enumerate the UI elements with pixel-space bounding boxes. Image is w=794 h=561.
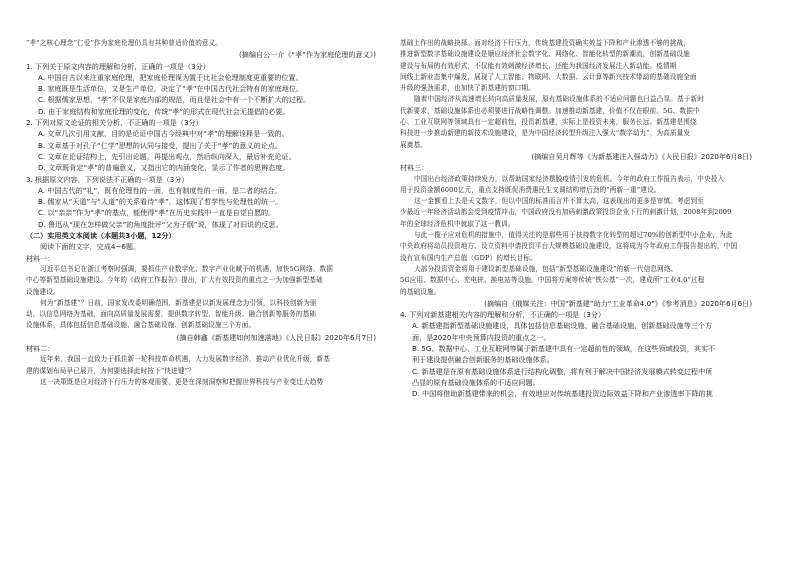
answer-option: D. 鲁迅从“现在怎样做父亲”的角度批评“父为子纲”说，体现了对旧说的反思。 bbox=[38, 219, 283, 229]
right-text-line: 用于投资金额6000亿元，重点支持既促消费惠民生又调结构增后劲的“两新一重”建设。 bbox=[400, 185, 661, 194]
answer-option: 面，是2020年中央预算内投资的重点之一。 bbox=[412, 332, 551, 342]
material-label: 材料二： bbox=[26, 344, 55, 354]
left-text-line: 这一决策既是应对经济下行压力的客观需要，更是在深刻洞察和把握世界科技与产业变迁大趋势 bbox=[40, 377, 324, 386]
answer-option: C. 根据儒家思想，“孝”不仅是家庭内部的规范，而且是社会中有一个不断扩大的过程。 bbox=[38, 95, 311, 105]
right-text-line: 基础上作出的战略抉择。面对经济下行压力，传统基建投资确实效益下降和产业渗透不够的挑战， bbox=[400, 39, 690, 47]
answer-option: A. 新基建指新型基础设施建设，具体包括信息基础设施、融合基础设施、创新基础设施等三个方 bbox=[412, 321, 713, 331]
answer-option: B. 儒家从“天道”与“人道”的关系看待“孝”，这体现了哲学性与伦理性的统一。 bbox=[38, 197, 283, 207]
source-citation: (摘自韩鑫《新基建如何加速落地》《人民日报》2020年6月7日) bbox=[176, 332, 376, 342]
answer-option: A. 文章几次引用文献，目的是论证中国古今经典中对“孝”的理解诠释是一致的。 bbox=[38, 129, 289, 139]
section-heading: （二）实用类文本阅读（本题共3小题，12分） bbox=[26, 231, 176, 241]
right-text-line: 年的全球经济危机中就取了这一教训。 bbox=[400, 219, 515, 228]
left-text-line: 近年来，我国一直致力于抓住新一轮科技革命机遇，大力发展数字经济，推动产业优化升级，新基 bbox=[40, 355, 330, 364]
left-text-line: “孝”之核心理念“仁爱”作为家庭伦理仍具有其种普适价值的意义。 bbox=[26, 39, 223, 47]
answer-option: D. 中国将借助新基建带来的机会，有效地应对传统基建投资边际效益下降和产业渗透率下降的挑 bbox=[412, 389, 713, 399]
left-text-line: 设施建设。 bbox=[26, 287, 60, 296]
right-text-line: 心、工业互联网等领域具有一定超前性，投资新基建，实际上是投资未来，服务长远。新基建是围绕 bbox=[400, 118, 697, 127]
left-column bbox=[26, 38, 396, 388]
right-text-line: 科技进一步推动新建的新技术设施建设，是为中国经济转型升级注入强大“数字动力”，为高质量发 bbox=[400, 129, 691, 138]
answer-option: B. 文章基于对孔子“仁学”思想的认同与接受，提出了关于“孝”的意义的论点。 bbox=[38, 140, 282, 150]
right-text-line: 少最近一年经济活动都会受到疫情冲击，中国政府没有加码刺激政策投资企业下行的刺激计划，2008年到2009 bbox=[400, 208, 732, 217]
source-citation: (摘编自公一介《“孝”作为家庭伦理的意义》) bbox=[238, 50, 376, 60]
right-text-line: 5G应用、数据中心、充电桩、换电站等设施。中国将方案等传统“铁公基”一次，建成所“工业4.0”过程 bbox=[400, 276, 705, 285]
right-text-line: 这一金额看上去是天文数字，但以中国的标准而言并不算太高，这表现出的更多是审慎。考虑到至 bbox=[414, 197, 704, 206]
right-text-line: 展奠基。 bbox=[400, 140, 427, 149]
answer-option: C. 文章在论证结构上，先引出论题，再提出观点，然后纵向深入，最后补充论证。 bbox=[38, 151, 296, 161]
answer-option: B. 家庭既是生活单位，又是生产单位，决定了“孝”在中国古代社会特有的家庭地位。 bbox=[38, 84, 304, 94]
left-text-line: 阅读下面的文字，完成4~6题。 bbox=[40, 242, 141, 252]
left-text-line: 中心等新型基础设施建设。今年的《政府工作报告》提出，扩大有效投资的重点之一为加强新型基础 bbox=[26, 276, 323, 285]
question-stem: 1. 下列关于原文内容的理解和分析，正确的一项是（3分） bbox=[26, 61, 210, 71]
answer-option: D. 文章既肯定“孝”的普遍意义，又指出它的内涵变化，显示了作者的思辨态度。 bbox=[38, 163, 290, 173]
question-stem: 4. 下列对新基建相关内容的理解和分析，不正确的一项是（3分） bbox=[400, 310, 606, 320]
left-text-line: 设施体系，具体包括信息基础设施、融合基础设施、创新基础设施三个方面。 bbox=[26, 321, 256, 330]
answer-option: D. 由于家庭结构和家庭伦理的变化，传统“孝”的形式在现代社会无提倡的必要。 bbox=[38, 106, 290, 116]
question-stem: 2. 下列对原文论证的相关分析，不正确的一项是（3分） bbox=[26, 118, 203, 128]
left-text-line: 何为“新基建”？日前，国家发改委明确范围，新基建是以新发展理念为引领，以科技创新为驱 bbox=[40, 298, 317, 307]
source-citation: (摘编自吴月辉等《为新基建注入强动力》《人民日报》2020年6月8日) bbox=[531, 151, 752, 161]
right-text-line: 随着中国经济从高速增长转向高质量发展，原有基础设施体系的不适应问题也日益凸显。基于新时 bbox=[414, 95, 704, 104]
right-text-line: 中央政府将动员投资地方、设立资料申请投资平台大规模基础设施建设，这将成为今年政府工作报告提出的，中国 bbox=[400, 242, 738, 251]
right-text-line: 中国出台经济政策持续发力，以帮助国家经济摆脱疫情引发的危机。今年的政府工作报告表示，中央投入 bbox=[414, 174, 725, 183]
answer-option: A. 中国自古以来注重家庭伦理，把家庭伦理视为置于比社会伦理制度更重要的位置。 bbox=[38, 72, 303, 82]
right-column bbox=[400, 38, 772, 400]
right-text-line: 没有宣布国内生产总值（GDP）的增长目标。 bbox=[400, 253, 537, 262]
right-text-line: 间线上新业态集中爆发，展现了人工智能、物联网、大数据、云计算等新兴技术带动的基础设施全面 bbox=[400, 72, 697, 81]
left-text-line: 动，以信息网络为基础，面向高质量发展需要，提供数字转型、智能升级、融合创新等服务的基础 bbox=[26, 310, 316, 319]
left-text-line: 习近平总书记在浙江考察时强调，要抓住产业数字化、数字产业化赋予的机遇，加快5G网络、数据 bbox=[40, 264, 333, 273]
right-text-line: 建设与布局的有效形式，不仅能有效刺激经济增长，还能为我国经济发展注入新动能。疫情期 bbox=[400, 61, 677, 70]
answer-option: B. 5G、数据中心、工业互联网等属于新基建中具有一定超前性的领域，在这些领域投资，其实不 bbox=[412, 344, 716, 354]
material-label: 材料一： bbox=[26, 253, 55, 263]
answer-option: 凸显的原有基础设施体系的不适应问题。 bbox=[412, 377, 540, 387]
question-stem: 3. 根据原文内容，下列说法不正确的一项是（3分） bbox=[26, 174, 189, 184]
right-text-line: 与此一揽子应对危机的措施中，值得关注的是那些用于扶持数字化转型的超过70%的创新型中小企业，为此 bbox=[414, 231, 733, 240]
answer-option: A. 中国古代的“礼”，既有伦理性的一面，也有制度性的一面，是二者的结合。 bbox=[38, 185, 282, 195]
right-text-line: 升级的强劲需求，也加快了新基建的窗口期。 bbox=[400, 84, 535, 93]
answer-option: C. 新基建是在原有基础设施体系进行结构化调整，将有利于解决中国经济发展模式转变过程中所 bbox=[412, 366, 713, 376]
source-citation: (摘编自《俄媒关注：中国“新基建”助力“工业革命4.0”》《参考消息》2020年6月6日) bbox=[484, 298, 752, 308]
right-text-line: 大部分投资资金将用于建设新型基础设施，包括“新型基础设施建设”的新一代信息网络、 bbox=[414, 264, 678, 273]
material-label: 材料三： bbox=[400, 163, 429, 173]
right-text-line: 推进新型数字基础设施建设是顺应经济社会数字化、网络化、智能化转型的新潮流，创新基础设施 bbox=[400, 50, 690, 59]
right-text-line: 的基础设施。 bbox=[400, 287, 441, 296]
answer-option: C. 以“亲亲”作为“孝”的基点，能使得“孝”在历史实践中一直是自觉自愿的。 bbox=[38, 208, 276, 218]
left-text-line: 建的谋划布局早已展开，为何要选择此时按下“快进键”？ bbox=[26, 366, 195, 375]
answer-option: 利于建设提供融合创新服务的基础设施体系。 bbox=[412, 355, 554, 365]
right-text-line: 代新要求，基础设施体系也必须要进行战略性调整。加速推动新基建，价值不仅在眼前。5G、数据中 bbox=[400, 106, 700, 115]
